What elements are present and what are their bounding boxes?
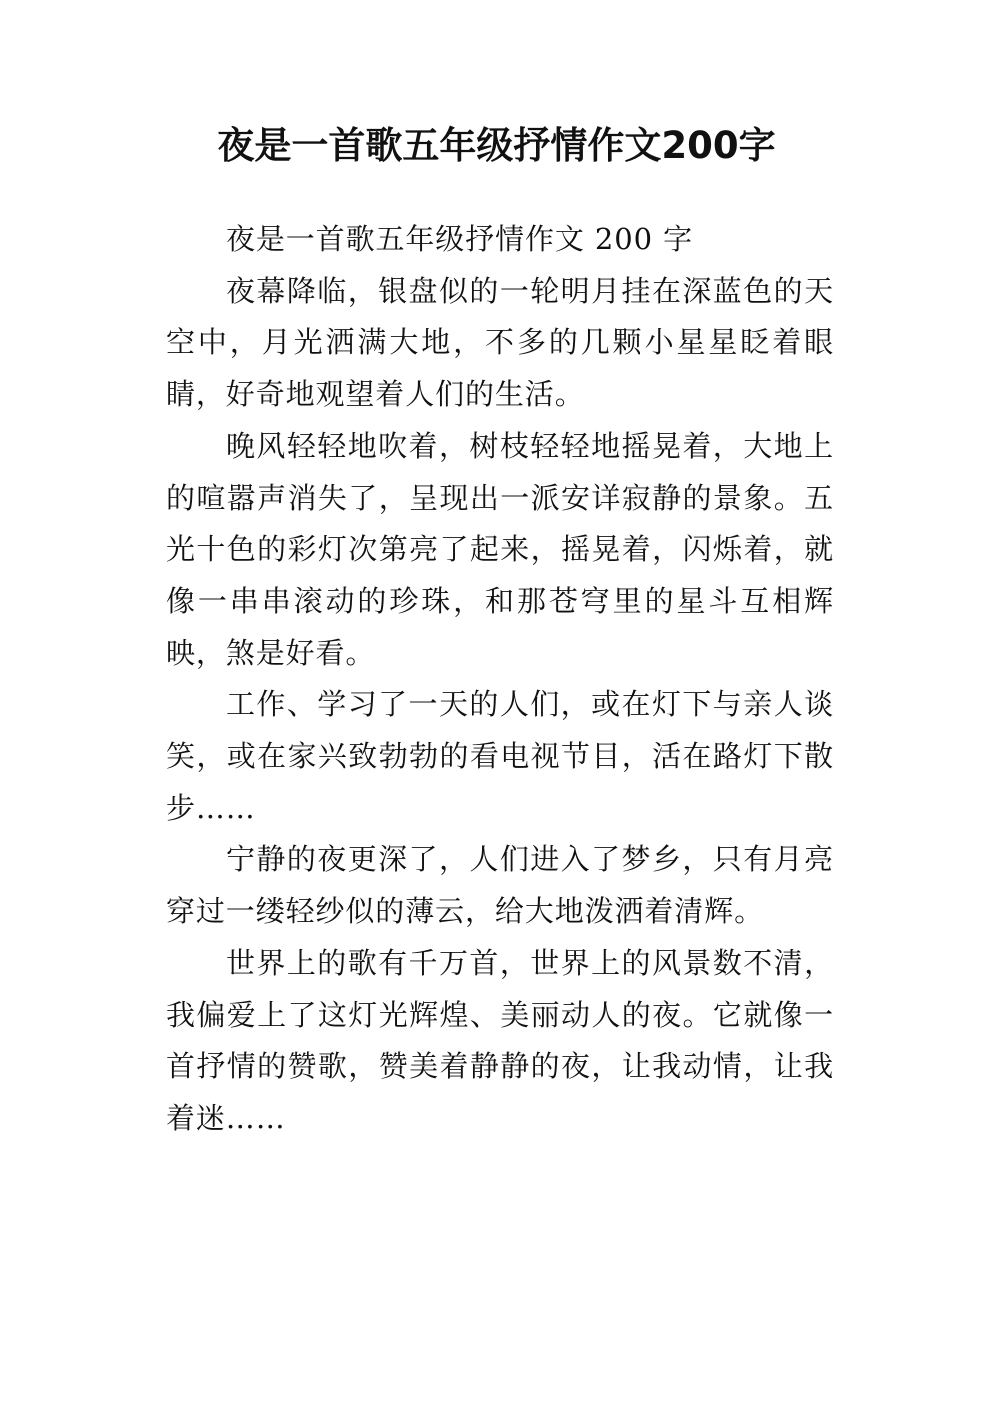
paragraph-3: 工作、学习了一天的人们，或在灯下与亲人谈笑，或在家兴致勃勃的看电视节目，活在路灯下散步…… [166,687,834,825]
paragraph-4: 宁静的夜更深了，人们进入了梦乡，只有月亮穿过一缕轻纱似的薄云，给大地泼洒着清辉。 [166,842,834,929]
document-title: 夜是一首歌五年级抒情作文200字 [217,124,776,167]
paragraph-5: 世界上的歌有千万首，世界上的风景数不清，我偏爱上了这灯光辉煌、美丽动人的夜。它就像一首抒情的赞歌，赞美着静静的夜，让我动情，让我着迷…… [166,945,834,1135]
paragraph-1: 夜幕降临，银盘似的一轮明月挂在深蓝色的天空中，月光洒满大地，不多的几颗小星星眨着眼睛，好奇地观望着人们的生活。 [166,273,834,412]
document-body [166,214,834,1145]
paragraph-2: 晚风轻轻地吹着，树枝轻轻地摇晃着，大地上的喧嚣声消失了，呈现出一派安详寂静的景象。五光十色的彩灯次第亮了起来，摇晃着，闪烁着，就像一串串滚动的珍珠，和那苍穹里的星斗互相辉映，煞是好看。 [166,428,834,670]
document-subtitle: 夜是一首歌五年级抒情作文 200 字 [226,222,693,256]
